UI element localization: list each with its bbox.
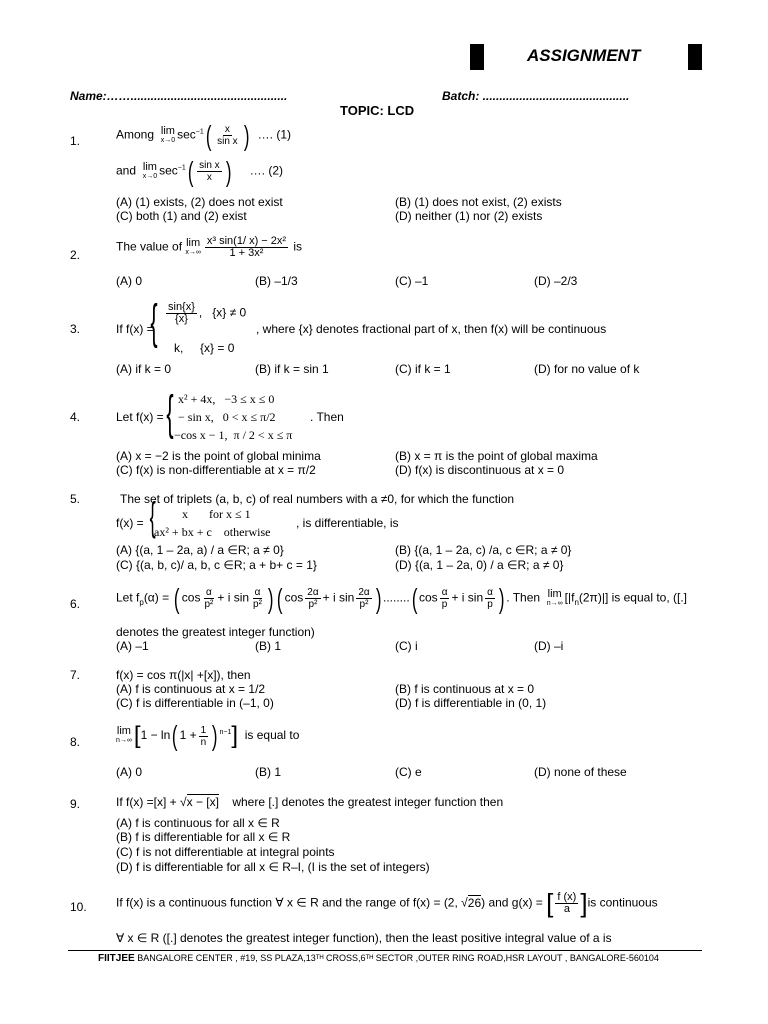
question-number: 3.	[70, 322, 81, 336]
limit-operator: lim x→∞	[185, 236, 201, 256]
question-number: 2.	[70, 248, 81, 262]
question-number: 5.	[70, 492, 81, 506]
sqrt-sign: √	[461, 895, 468, 910]
option: (C) f(x) is non-differentiable at x = π/2	[116, 463, 316, 477]
q6-expression: Let $f_p(\alpha)$ = ( cos $\frac{\alpha}{\text{p²}}$ + i sin $\frac{\alpha}{\text{p²}}$ ) ( cos $\frac{2\alpha}{\text{p²}}$ + i sin $\frac{2\alpha}{\text{p²}}$ ) ........( cos $\frac{\alpha}{p}$ + i sin $\frac{\alpha}{p}$ ) . Then lim n→∞ $[|f_n(2\pi)|]$ is equal to, ([.]	[116, 582, 687, 614]
option: (A) if k = 0	[116, 362, 172, 376]
left-brace: {	[150, 296, 158, 349]
option: (D) –i	[534, 639, 564, 653]
option: (C) if k = 1	[395, 362, 451, 376]
q4-case-1: x² + 4x, −3 ≤ x ≤ 0	[178, 392, 275, 406]
option: (A) (1) exists, (2) does not exist	[116, 195, 283, 209]
q3-suffix: , where {x} denotes fractional part of x, then f(x) will be continuous	[256, 322, 607, 336]
question-number: 10.	[70, 900, 87, 914]
option: (D) none of these	[534, 765, 627, 779]
q5-prefix: f(x) =	[116, 516, 144, 530]
option: (A) {(a, 1 – 2a, a) / a ∈R; a ≠ 0}	[116, 543, 284, 557]
q4-case-2: − sin x, 0 < x ≤ π/2	[178, 410, 276, 424]
q10-line-2: ∀ x ∈ R ([.] denotes the greatest integer function), then the least positive integral value of a is	[116, 931, 612, 945]
header-right-bar	[688, 44, 702, 70]
q5-suffix: , is differentiable, is	[296, 516, 399, 530]
option: (D) for no value of k	[534, 362, 640, 376]
option: (D) f(x) is discontinuous at x = 0	[395, 463, 565, 477]
option: (C) –1	[395, 274, 429, 288]
q3-prefix: If f(x) =	[116, 322, 154, 336]
limit-operator: lim n→∞	[116, 725, 132, 744]
option: (B) if k = sin 1	[255, 362, 329, 376]
header-left-bar	[470, 44, 484, 70]
q1-expression-1: Among lim x→0 $\sec^{-1}$( $\frac{x}{\text{sin x}}$ ) …. (1)	[116, 119, 292, 151]
question-number: 6.	[70, 597, 81, 611]
q1-expression-2: and lim x→0 $\sec^{-1}$( $\frac{\text{sin x}}{x}$ ) …. (2)	[116, 155, 284, 187]
option: (B) 1	[255, 639, 282, 653]
option: (A) x = −2 is the point of global minima	[116, 449, 321, 463]
page-title: ASSIGNMENT	[527, 46, 641, 65]
option: (B) f is differentiable for all x ∈ R	[116, 830, 291, 844]
option: (B) (1) does not exist, (2) exists	[395, 195, 562, 209]
option: (B) {(a, 1 – 2a, c) /a, c ∈R; a ≠ 0}	[395, 543, 572, 557]
question-number: 9.	[70, 797, 81, 811]
option: (B) –1/3	[255, 274, 298, 288]
q5-case-2: ax² + bx + c otherwise	[154, 525, 271, 539]
q9-stem: If f(x) =[x] + √x − [x] where [.] denotes the greatest integer function then	[116, 795, 504, 809]
q5-intro: The set of triplets (a, b, c) of real numbers with a ≠0, for which the function	[120, 492, 515, 506]
limit-operator: lim x→0	[142, 160, 158, 180]
option: (C) i	[395, 639, 418, 653]
topic-heading: TOPIC: LCD	[340, 103, 415, 118]
option: (C) f is not differentiable at integral points	[116, 845, 335, 859]
option: (B) f is continuous at x = 0	[395, 682, 535, 696]
option: (A) –1	[116, 639, 149, 653]
q8-expression: lim n→∞ [1 − ln( 1 + $\frac{1}{n}$ ) $^{n-1}$] is equal to	[116, 720, 300, 751]
option: (A) f is continuous at x = 1/2	[116, 682, 266, 696]
q5-case-1: x for x ≤ 1	[182, 507, 251, 521]
option: (A) 0	[116, 274, 143, 288]
option: (D) {(a, 1 – 2a, 0) / a ∈R; a ≠ 0}	[395, 558, 564, 572]
limit-operator: lim n→∞	[546, 587, 563, 607]
q3-case-2: k, {x} = 0	[174, 341, 235, 355]
option: (D) neither (1) nor (2) exists	[395, 209, 543, 223]
q7-stem: f(x) = cos π(|x| +[x]), then	[116, 668, 251, 682]
batch-field-label: Batch: ............................................	[442, 89, 630, 103]
option: (B) x = π is the point of global maxima	[395, 449, 598, 463]
q4-prefix: Let f(x) =	[116, 410, 164, 424]
footer-address: FIITJEE BANGALORE CENTER , #19, SS PLAZA,13ᵀᴴ CROSS,6ᵀᴴ SECTOR ,OUTER RING ROAD,HSR LAYOUT , BANGALORE-560104	[98, 953, 659, 964]
left-brace: {	[149, 495, 156, 539]
q4-suffix: . Then	[310, 410, 344, 424]
question-number: 8.	[70, 735, 81, 749]
option: (C) e	[395, 765, 422, 779]
q2-expression: The value of lim x→∞ $\frac{\text{x³ sin(1/ x) − 2x²}}{\text{1 + 3x²}}$ is	[116, 235, 303, 259]
option: (C) f is differentiable in (–1, 0)	[116, 696, 274, 710]
name-field-label: Name:……...............................................	[70, 89, 288, 103]
left-brace: {	[166, 387, 174, 440]
option: (D) –2/3	[534, 274, 578, 288]
option: (A) f is continuous for all x ∈ R	[116, 816, 280, 830]
q4-case-3: −cos x − 1, π / 2 < x ≤ π	[174, 428, 293, 442]
option: (B) 1	[255, 765, 282, 779]
option: (C) both (1) and (2) exist	[116, 209, 247, 223]
option: (D) f is differentiable in (0, 1)	[395, 696, 547, 710]
q10-stem: If f(x) is a continuous function ∀ x ∈ R and the range of f(x) = (2, √26) and g(x) = [ $\frac{f (x)}{a}$ ]is continuous	[116, 888, 658, 918]
option: (C) {(a, b, c)/ a, b, c ∈R; a + b+ c = 1}	[116, 558, 317, 572]
option: (D) f is differentiable for all x ∈ R–I, (I is the set of integers)	[116, 860, 430, 874]
footer-divider	[68, 950, 702, 951]
limit-operator: lim x→0	[160, 124, 176, 144]
question-number: 4.	[70, 410, 81, 424]
q3-case-1: $\frac{\sin\{x\}}{\{x\}}$ , {x} ≠ 0	[168, 301, 247, 325]
question-number: 1.	[70, 134, 81, 148]
sqrt-sign: √	[180, 795, 187, 809]
q6-line-2: denotes the greatest integer function)	[116, 625, 315, 639]
question-number: 7.	[70, 668, 81, 682]
option: (A) 0	[116, 765, 143, 779]
